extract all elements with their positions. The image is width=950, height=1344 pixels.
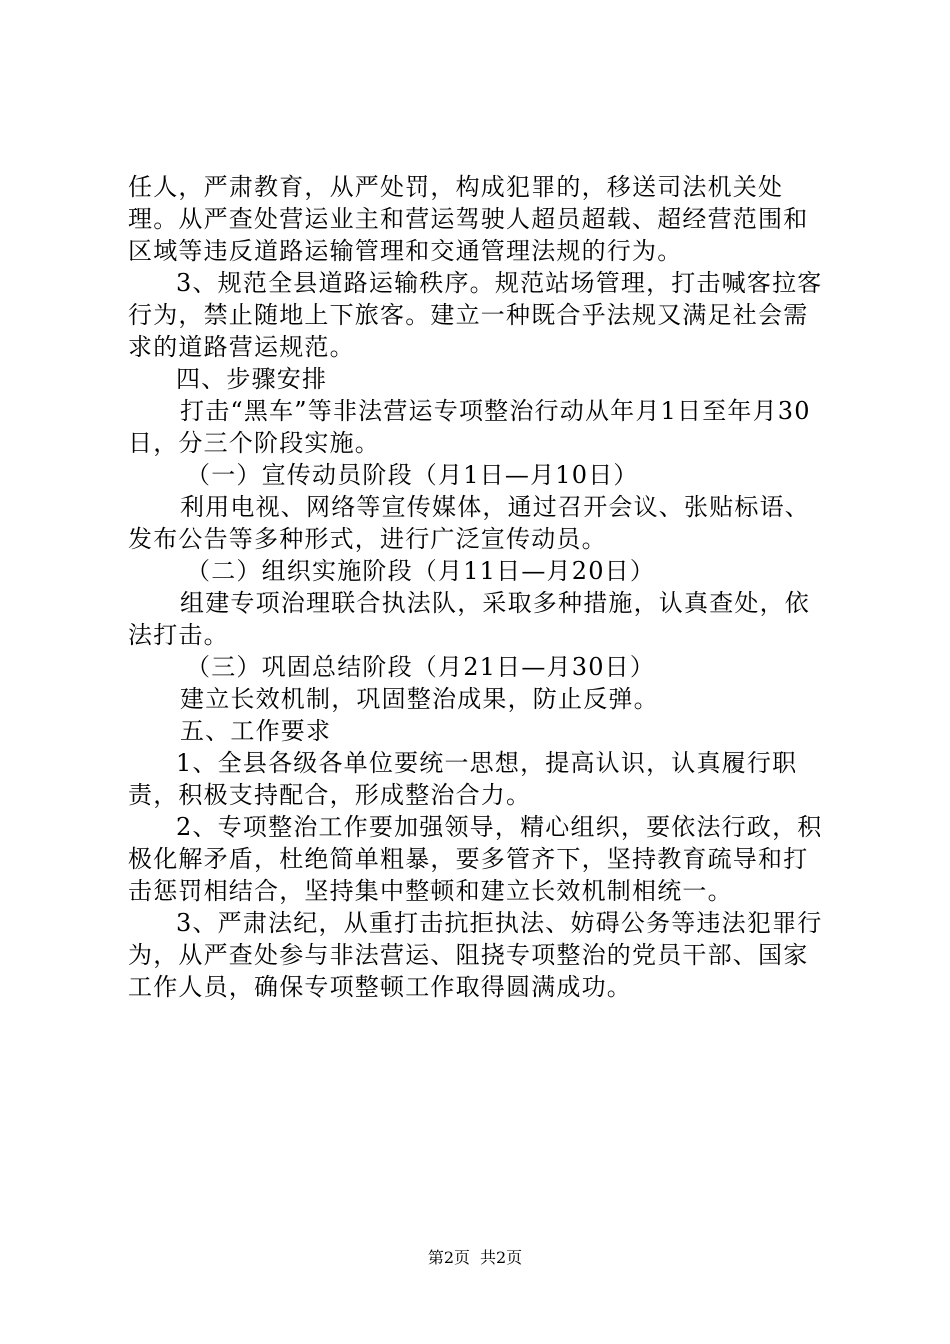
paragraph-phase-1: 利用电视、网络等宣传媒体，通过召开会议、张贴标语、发布公告等多种形式，进行广泛宣传动员。	[128, 493, 810, 553]
paragraph-steps-intro: 打击“黑车”等非法营运专项整治行动从年月1日至年月30日，分三个阶段实施。	[128, 397, 811, 457]
page-footer	[0, 1248, 950, 1268]
document-body	[128, 171, 828, 1003]
page-number: 第2页	[427, 1248, 470, 1267]
subheading-phase-2: （二）组织实施阶段（月11日—月20日）	[186, 557, 656, 585]
subheading-phase-3: （三）巩固总结阶段（月21日—月30日）	[186, 653, 656, 681]
page-total: 共2页	[480, 1248, 523, 1267]
paragraph-continued-penalties: 任人，严肃教育，从严处罚，构成犯罪的，移送司法机关处理。从严查处营运业主和营运驾驶人超员超载、超经营范围和区域等违反道路运输管理和交通管理法规的行为。	[128, 173, 809, 265]
section-heading-requirements: 五、工作要求	[180, 717, 332, 745]
paragraph-requirement-2: 2、专项整治工作要加强领导，精心组织，要依法行政，积极化解矛盾，杜绝简单粗暴，要多管齐下，坚持教育疏导和打击惩罚相结合，坚持集中整顿和建立长效机制相统一。	[128, 813, 823, 905]
paragraph-requirement-1: 1、全县各级各单位要统一思想，提高认识，认真履行职责，积极支持配合，形成整治合力。	[128, 749, 798, 809]
paragraph-phase-2: 组建专项治理联合执法队，采取多种措施，认真查处，依法打击。	[128, 589, 810, 649]
paragraph-phase-3: 建立长效机制，巩固整治成果，防止反弹。	[180, 685, 659, 713]
paragraph-item-3-transport-order: 3、规范全县道路运输秩序。规范站场管理，打击喊客拉客行为，禁止随地上下旅客。建立一种既合乎法规又满足社会需求的道路营运规范。	[128, 269, 823, 361]
section-heading-steps: 四、步骤安排	[176, 365, 328, 393]
subheading-phase-1: （一）宣传动员阶段（月1日—月10日）	[186, 461, 639, 489]
paragraph-requirement-3: 3、严肃法纪，从重打击抗拒执法、妨碍公务等违法犯罪行为，从严查处参与非法营运、阻挠专项整治的党员干部、国家工作人员，确保专项整顿工作取得圆满成功。	[128, 909, 823, 1001]
